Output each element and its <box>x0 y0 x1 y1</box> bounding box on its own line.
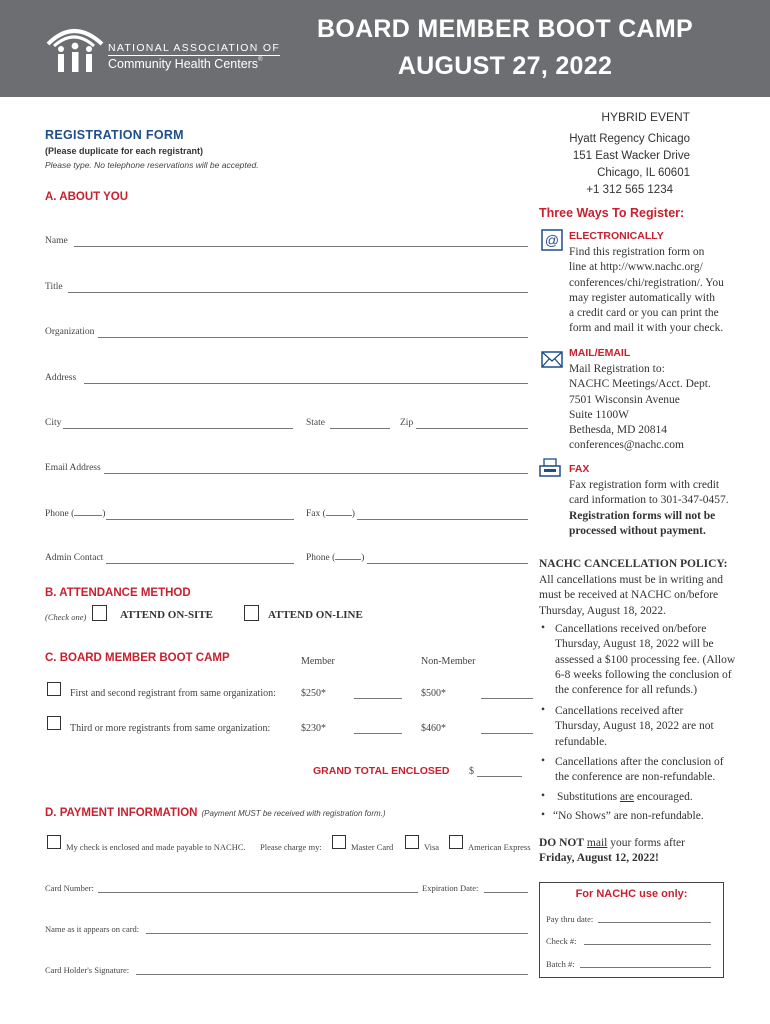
fax-text: Fax registration form with credit card information to 301-347-0457. Registration forms will not be processed without payment. <box>569 479 729 537</box>
email-label: Email Address <box>45 463 101 473</box>
event-date: AUGUST 27, 2022 <box>397 52 613 80</box>
amex-checkbox[interactable] <box>449 835 463 849</box>
org-name-line1: NATIONAL ASSOCIATION OF <box>108 42 281 54</box>
fax-machine-icon <box>539 457 561 479</box>
check-enclosed-label: My check is enclosed and made payable to NACHC. <box>66 842 246 852</box>
event-type: HYBRID EVENT <box>601 110 690 124</box>
at-sign-icon <box>541 229 563 251</box>
fee-row-1-member-price: $250* <box>301 688 326 699</box>
bullet-1: • <box>541 622 546 634</box>
grand-total-dollar: $ <box>469 766 474 777</box>
bullet-4: • <box>541 790 546 802</box>
bullet-5: • <box>541 809 546 821</box>
payment-heading: D. PAYMENT INFORMATION (Payment MUST be received with registration form.) <box>45 807 386 819</box>
fee-row-2-member-amount[interactable] <box>354 733 402 734</box>
health-center-logo-icon <box>44 22 106 78</box>
mastercard-label: Master Card <box>351 842 394 852</box>
zip-field[interactable] <box>416 428 528 429</box>
signature-label: Card Holder's Signature: <box>45 965 130 975</box>
cancellation-bullet-3: Cancellations after the conclusion of the conference are non-refundable. <box>555 756 724 784</box>
state-label: State <box>306 418 325 428</box>
state-field[interactable] <box>330 428 390 429</box>
fee-row-1-member-amount[interactable] <box>354 698 402 699</box>
form-heading: REGISTRATION FORM <box>45 128 184 142</box>
onsite-checkbox[interactable] <box>92 605 107 621</box>
fax-label: Fax ( ) <box>306 509 355 519</box>
batch-number-label: Batch #: <box>546 959 575 969</box>
bullet-2: • <box>541 704 546 716</box>
bullet-3: • <box>541 755 546 767</box>
bootcamp-heading: C. BOARD MEMBER BOOT CAMP <box>45 652 230 664</box>
admin-phone-label: Phone ( ) <box>306 553 365 563</box>
venue-street: 151 East Wacker Drive <box>572 150 690 162</box>
address-label: Address <box>45 373 77 383</box>
electronic-heading: ELECTRONICALLY <box>569 230 664 242</box>
cancellation-bullet-1: Cancellations received on/before Thursday, August 18, 2022 will be assessed a $100 processing fee. (Allow 6-8 weeks following the conclusion of the conference for all refunds.) <box>555 623 736 697</box>
svg-text:@: @ <box>544 232 560 248</box>
admin-contact-label: Admin Contact <box>45 553 104 563</box>
member-column-header: Member <box>301 656 335 667</box>
city-label: City <box>45 418 62 428</box>
amex-label: American Express <box>468 842 531 852</box>
nachc-logo <box>44 22 284 78</box>
fee-row-2-nonmember-price: $460* <box>421 723 446 734</box>
type-note: Please type. No telephone reservations will be accepted. <box>45 160 259 170</box>
mastercard-checkbox[interactable] <box>332 835 346 849</box>
mail-text: Mail Registration to: NACHC Meetings/Acct. Dept. 7501 Wisconsin Avenue Suite 1100W Bethesda, MD 20814 conferences@nachc.com <box>569 363 711 452</box>
register-heading: Three Ways To Register: <box>539 206 685 220</box>
fee-row-2-nonmember-amount[interactable] <box>481 733 533 734</box>
phone-field[interactable] <box>106 519 294 520</box>
expiration-field[interactable] <box>484 892 528 893</box>
fee-row-1-label: First and second registrant from same organization: <box>70 688 276 699</box>
cancellation-heading: NACHC CANCELLATION POLICY: <box>539 558 728 570</box>
no-shows-note: “No Shows” are non-refundable. <box>553 810 704 822</box>
about-you-heading: A. ABOUT YOU <box>45 191 129 203</box>
city-field[interactable] <box>63 428 293 429</box>
onsite-label: ATTEND ON-SITE <box>120 609 214 621</box>
online-checkbox[interactable] <box>244 605 259 621</box>
name-label: Name <box>45 236 68 246</box>
check-one-note: (Check one) <box>45 612 87 622</box>
org-name-line2: Community Health Centers® <box>108 57 263 71</box>
fax-heading: FAX <box>569 463 590 475</box>
check-number-label: Check #: <box>546 936 577 946</box>
event-title: BOARD MEMBER BOOT CAMP <box>316 15 694 43</box>
signature-field[interactable] <box>136 974 528 975</box>
substitutions-note: Substitutions are encouraged. <box>557 791 693 803</box>
name-on-card-label: Name as it appears on card: <box>45 924 140 934</box>
electronic-text: Find this registration form on line at http://www.nachc.org/ conferences/chi/registration/. You may register automatically with a credit card or you can print the form and mail it with your check. <box>569 246 724 335</box>
pay-date-field[interactable] <box>598 922 711 923</box>
title-label: Title <box>45 282 63 292</box>
cancellation-intro: All cancellations must be in writing and must be received at NACHC on/before Thursday, August 18, 2022. <box>539 574 723 617</box>
batch-number-field[interactable] <box>580 967 711 968</box>
envelope-icon <box>541 348 563 370</box>
office-use-heading: For NACHC use only: <box>575 888 688 900</box>
check-enclosed-checkbox[interactable] <box>47 835 61 849</box>
name-field[interactable] <box>74 246 528 247</box>
duplicate-note: (Please duplicate for each registrant) <box>45 146 204 156</box>
organization-label: Organization <box>45 327 95 337</box>
admin-contact-field[interactable] <box>106 563 294 564</box>
venue-phone: +1 312 565 1234 <box>586 184 673 196</box>
mail-heading: MAIL/EMAIL <box>569 347 631 359</box>
fee-row-1-checkbox[interactable] <box>47 682 61 696</box>
title-field[interactable] <box>68 292 528 293</box>
grand-total-label: GRAND TOTAL ENCLOSED <box>313 765 450 777</box>
charge-label: Please charge my: <box>260 842 322 852</box>
cancellation-bullet-2: Cancellations received after Thursday, August 18, 2022 are not refundable. <box>555 705 714 748</box>
admin-phone-field[interactable] <box>367 563 528 564</box>
address-field[interactable] <box>84 383 528 384</box>
online-label: ATTEND ON-LINE <box>268 609 363 621</box>
pay-date-label: Pay thru date: <box>546 914 594 924</box>
venue-city: Chicago, IL 60601 <box>597 167 690 179</box>
name-on-card-field[interactable] <box>146 933 528 934</box>
expiration-label: Expiration Date: <box>422 883 479 893</box>
mail-deadline: DO NOT mail your forms after Friday, August 12, 2022! <box>539 837 685 865</box>
grand-total-field[interactable] <box>477 776 522 777</box>
org-divider <box>108 55 280 56</box>
venue-name: Hyatt Regency Chicago <box>569 133 690 145</box>
visa-label: Visa <box>424 842 440 852</box>
attendance-heading: B. ATTENDANCE METHOD <box>45 587 191 599</box>
nonmember-column-header: Non-Member <box>421 656 476 667</box>
fax-field[interactable] <box>357 519 528 520</box>
zip-label: Zip <box>400 418 414 428</box>
card-number-label: Card Number: <box>45 883 94 893</box>
email-field[interactable] <box>104 473 528 474</box>
fee-row-1-nonmember-price: $500* <box>421 688 446 699</box>
organization-field[interactable] <box>98 337 528 338</box>
card-number-field[interactable] <box>98 892 418 893</box>
check-number-field[interactable] <box>584 944 711 945</box>
fee-row-2-label: Third or more registrants from same organization: <box>70 723 271 734</box>
phone-label: Phone ( ) <box>45 509 106 519</box>
visa-checkbox[interactable] <box>405 835 419 849</box>
fee-row-1-nonmember-amount[interactable] <box>481 698 533 699</box>
fee-row-2-checkbox[interactable] <box>47 716 61 730</box>
page-header <box>0 0 770 97</box>
fee-row-2-member-price: $230* <box>301 723 326 734</box>
